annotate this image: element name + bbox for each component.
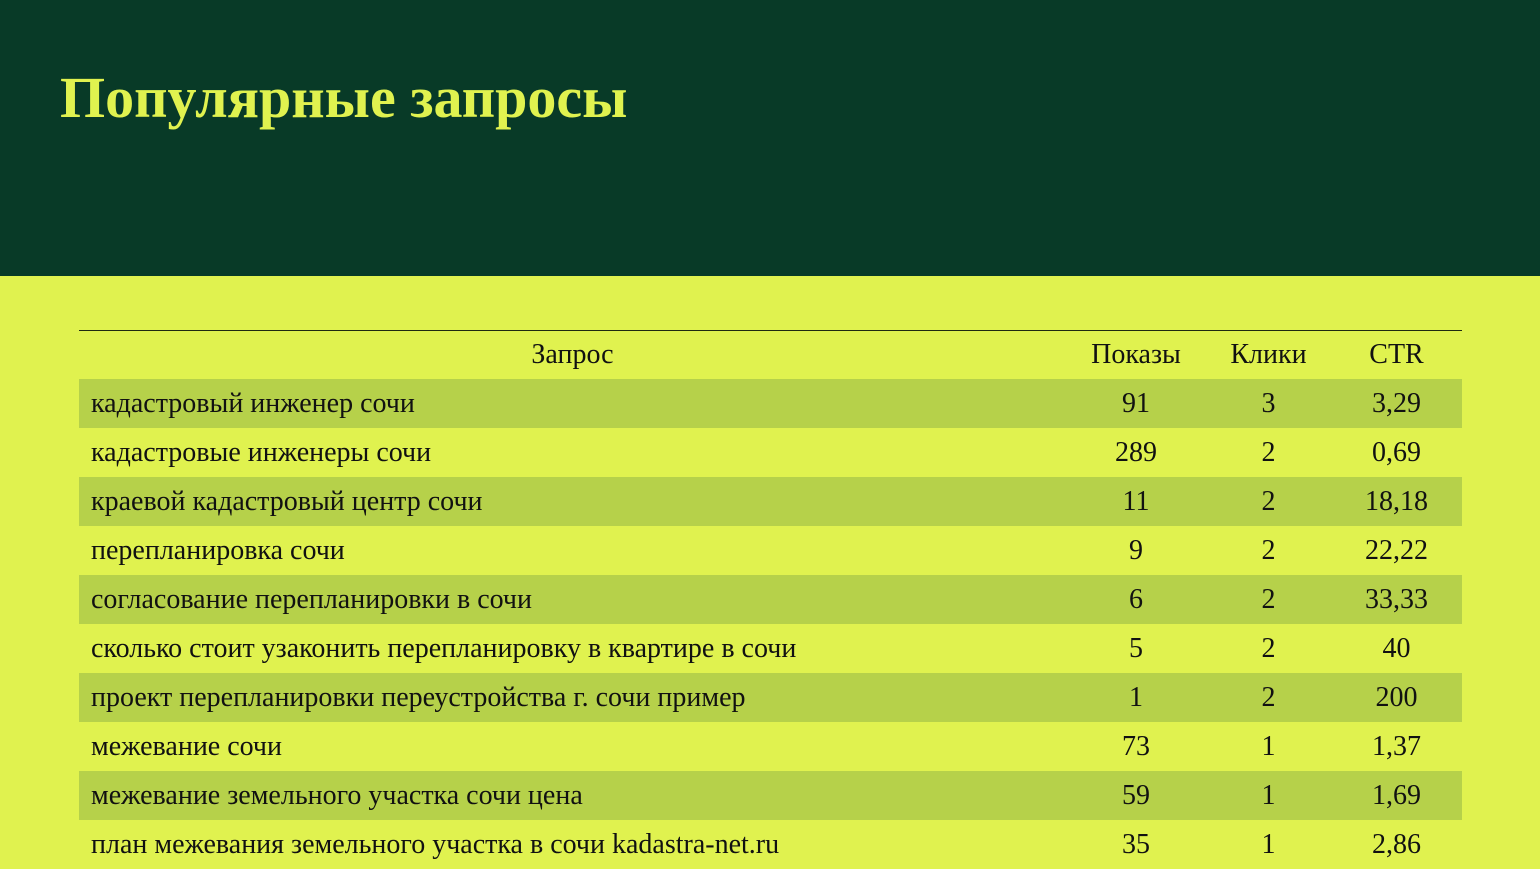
cell-ctr: 1,37 (1372, 730, 1421, 762)
cell-ctr: 0,69 (1372, 436, 1421, 468)
cell-query: краевой кадастровый центр сочи (91, 485, 483, 517)
cell-query: согласование перепланировки в сочи (91, 583, 532, 615)
queries-table-container (79, 330, 1462, 869)
table-row (79, 428, 1462, 477)
table-row (79, 477, 1462, 526)
table-row (79, 673, 1462, 722)
cell-clicks: 3 (1261, 387, 1276, 419)
cell-ctr: 40 (1382, 632, 1411, 664)
cell-ctr: 1,69 (1372, 779, 1421, 811)
cell-shows: 73 (1122, 730, 1150, 762)
cell-query: межевание земельного участка сочи цена (91, 779, 583, 811)
cell-shows: 9 (1129, 534, 1143, 566)
cell-clicks: 1 (1261, 730, 1276, 762)
cell-clicks: 2 (1261, 632, 1276, 664)
cell-ctr: 2,86 (1372, 828, 1421, 860)
cell-shows: 11 (1122, 485, 1150, 517)
table-row (79, 820, 1462, 869)
table-header-row (79, 331, 1462, 380)
cell-clicks: 2 (1261, 436, 1276, 468)
cell-ctr: 33,33 (1365, 583, 1428, 615)
table-row (79, 575, 1462, 624)
cell-clicks: 2 (1261, 485, 1276, 517)
column-header-shows: Показы (1091, 339, 1181, 370)
cell-clicks: 2 (1261, 534, 1276, 566)
table-row (79, 624, 1462, 673)
cell-ctr: 22,22 (1365, 534, 1428, 566)
cell-ctr: 3,29 (1372, 387, 1421, 419)
page-title: Популярные запросы (60, 65, 628, 130)
table-row (79, 771, 1462, 820)
table-row (79, 379, 1462, 428)
cell-shows: 91 (1122, 387, 1150, 419)
table-row (79, 722, 1462, 771)
cell-shows: 289 (1115, 436, 1157, 468)
cell-query: план межевания земельного участка в сочи kadastra-net.ru (91, 828, 780, 860)
column-header-ctr: CTR (1369, 339, 1424, 370)
cell-shows: 6 (1129, 583, 1143, 615)
cell-query: перепланировка сочи (91, 534, 345, 566)
table-row (79, 526, 1462, 575)
cell-ctr: 200 (1375, 681, 1418, 713)
cell-query: сколько стоит узаконить перепланировку в квартире в сочи (91, 632, 797, 664)
cell-shows: 1 (1129, 681, 1143, 713)
cell-clicks: 2 (1261, 583, 1276, 615)
cell-shows: 35 (1122, 828, 1150, 860)
cell-clicks: 1 (1261, 779, 1276, 811)
cell-query: кадастровый инженер сочи (91, 387, 415, 419)
cell-query: кадастровые инженеры сочи (91, 436, 432, 468)
cell-shows: 5 (1129, 632, 1143, 664)
cell-shows: 59 (1122, 779, 1150, 811)
header-band (0, 0, 1540, 276)
cell-clicks: 1 (1261, 828, 1276, 860)
cell-query: проект перепланировки переустройства г. сочи пример (91, 681, 746, 713)
column-header-query: Запрос (531, 339, 614, 370)
cell-clicks: 2 (1261, 681, 1276, 713)
cell-query: межевание сочи (91, 730, 282, 762)
cell-ctr: 18,18 (1365, 485, 1428, 517)
queries-table (79, 330, 1462, 869)
column-header-clicks: Клики (1230, 339, 1307, 370)
